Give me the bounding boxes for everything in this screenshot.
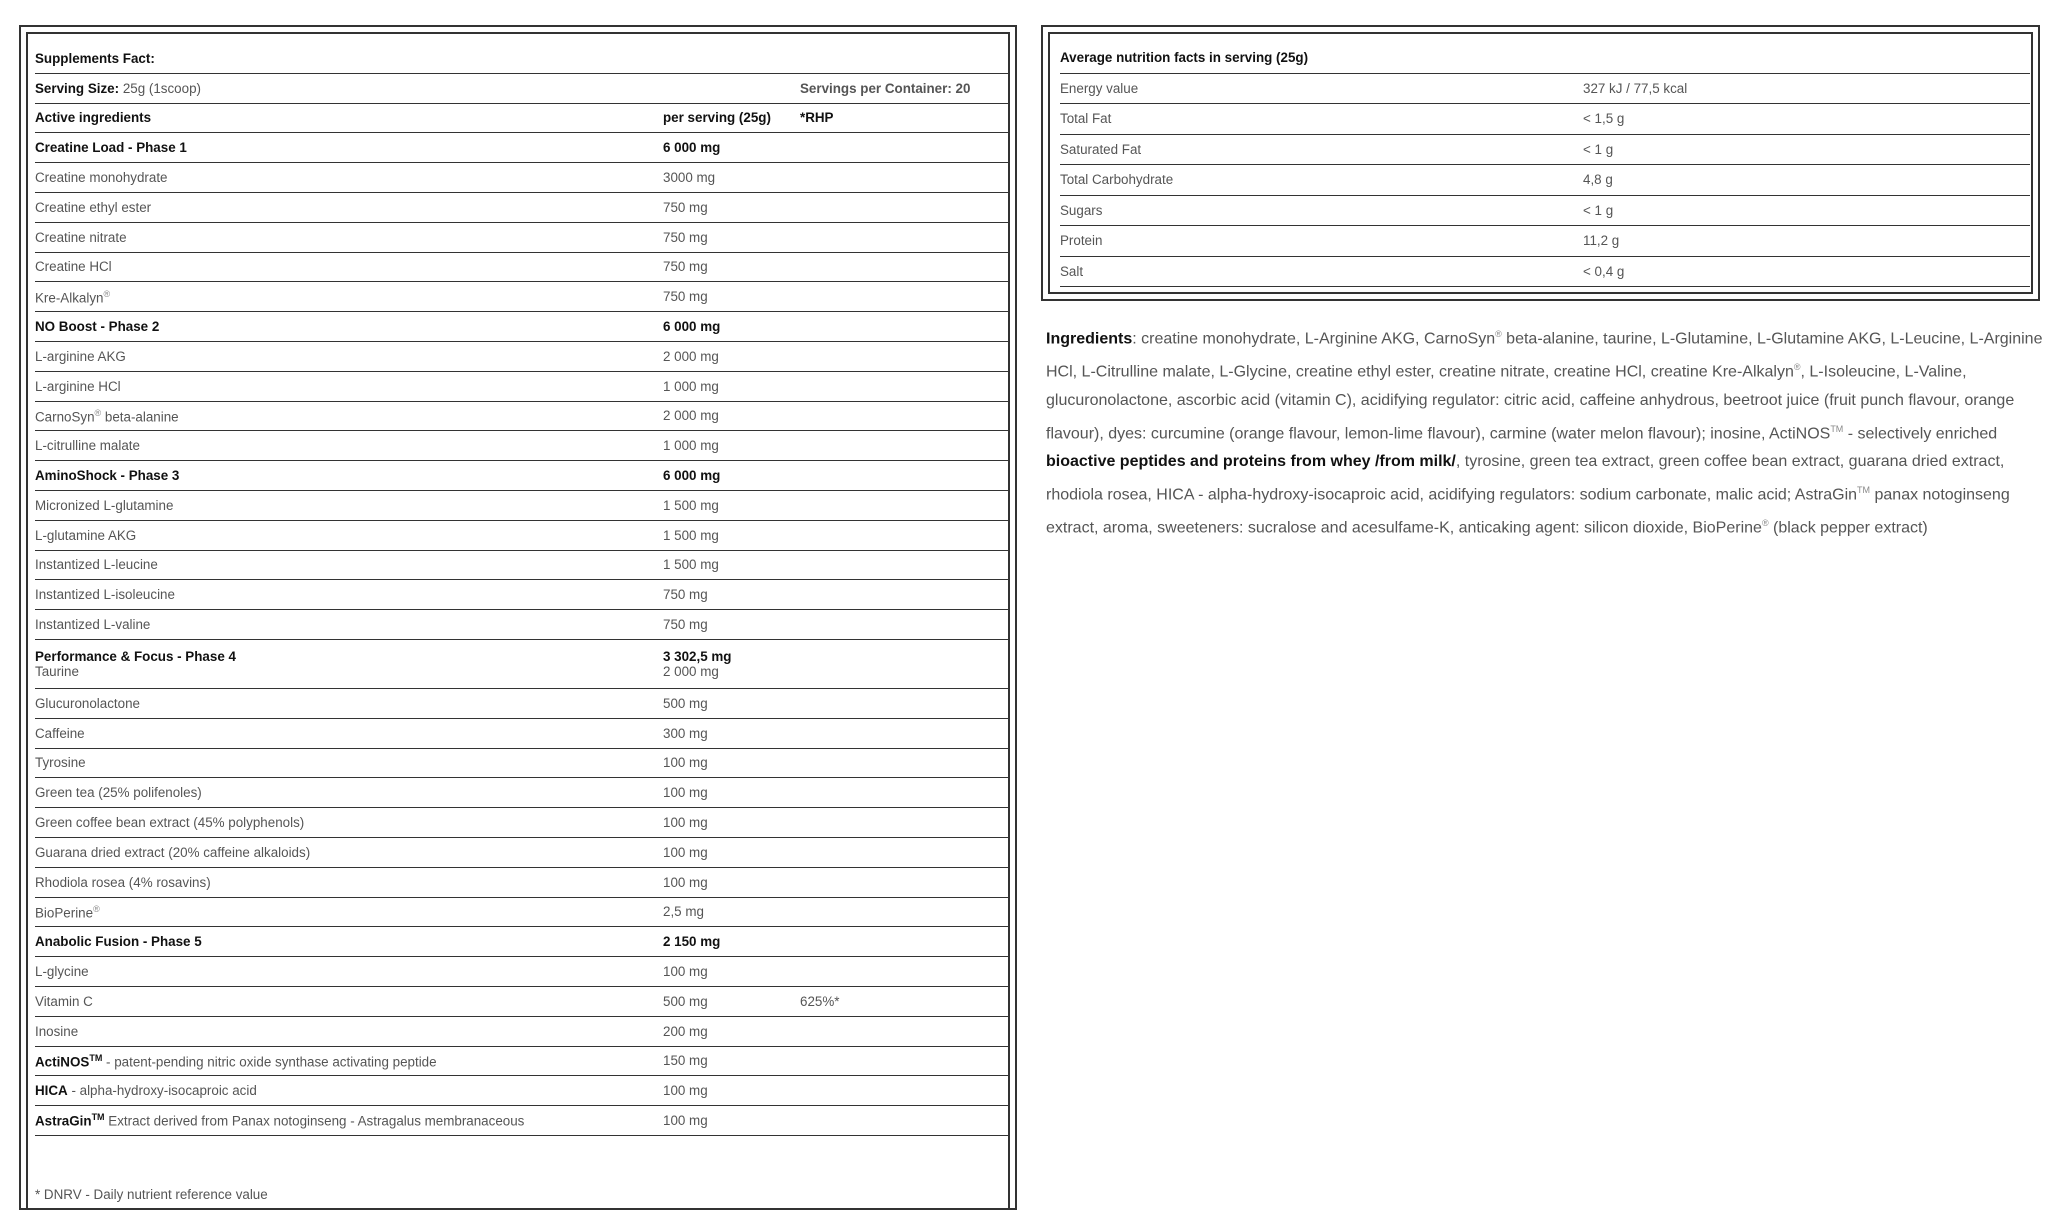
amount: 100 mg <box>663 874 708 890</box>
nutrient-value: < 0,4 g <box>1583 256 2030 287</box>
amount: 100 mg <box>663 755 708 771</box>
rhp-cell <box>800 748 1009 778</box>
supplements-title: Supplements Fact: <box>35 44 1009 73</box>
rhp-cell <box>800 1016 1009 1046</box>
ingredient-row <box>35 1016 1009 1046</box>
amount: 100 mg <box>663 1083 708 1099</box>
ingredient-name: Creatine monohydrate <box>35 170 168 186</box>
ingredient-name: Green tea (25% polifenoles) <box>35 785 202 801</box>
amount-cell <box>663 927 800 957</box>
amount: 100 mg <box>663 785 708 801</box>
amount: 750 mg <box>663 617 708 633</box>
amount-cell <box>663 1046 800 1076</box>
ingredient-row <box>35 688 1009 718</box>
ingredient-name-cell <box>35 520 663 550</box>
ingredient-brand-name: HICA <box>35 1083 68 1099</box>
ingredient-name: Kre-Alkalyn <box>35 290 104 305</box>
ingredient-name: Instantized L-valine <box>35 617 151 633</box>
amount-cell <box>663 461 800 491</box>
ingredient-row <box>35 192 1009 222</box>
amount-cell <box>663 550 800 580</box>
rhp-cell <box>800 371 1009 401</box>
ingredient-name-cell <box>35 639 663 688</box>
header-per-serving: per serving (25g) <box>663 103 800 133</box>
ingredient-name: L-glutamine AKG <box>35 527 137 543</box>
header-rhp: *RHP <box>800 103 1009 133</box>
ingredient-name-cell <box>35 897 663 927</box>
registered-mark: ® <box>1793 362 1801 373</box>
ingredient-description: beta-alanine <box>101 409 179 425</box>
amount: 6 000 mg <box>663 140 721 156</box>
nutrient-name: Total Fat <box>1060 104 1583 135</box>
amount: 750 mg <box>663 259 708 275</box>
nutrient-name: Energy value <box>1060 73 1583 104</box>
rhp-cell <box>800 550 1009 580</box>
ingredient-name-cell <box>35 312 663 342</box>
phase-row <box>35 312 1009 342</box>
ingredient-name-cell <box>35 1046 663 1076</box>
amount-cell <box>663 688 800 718</box>
ingredient-name-cell <box>35 222 663 252</box>
ingredient-name: Instantized L-isoleucine <box>35 587 175 603</box>
ingredient-description: - alpha-hydroxy-isocaproic acid <box>67 1083 257 1099</box>
rhp-cell <box>800 222 1009 252</box>
amount-cell <box>663 639 800 688</box>
nutrient-name: Saturated Fat <box>1060 134 1583 165</box>
ingredient-row <box>35 1106 1009 1136</box>
supplements-facts-table <box>35 44 1009 1136</box>
registered-mark: ® <box>1495 329 1502 339</box>
amount-cell <box>663 1106 800 1136</box>
ingredient-row <box>35 371 1009 401</box>
amount: 300 mg <box>663 725 708 741</box>
ingredient-row <box>35 610 1009 640</box>
registered-mark: ® <box>1761 518 1769 529</box>
ingredient-name-cell <box>35 778 663 808</box>
amount: 100 mg <box>663 844 708 860</box>
amount-cell <box>663 957 800 987</box>
nutrition-row <box>1060 256 2030 287</box>
rhp-cell <box>800 688 1009 718</box>
amount-cell <box>663 163 800 193</box>
nutrient-value: 11,2 g <box>1583 226 2030 257</box>
ingredient-row <box>35 1046 1009 1076</box>
ingredient-name: Performance & Focus - Phase 4 <box>35 648 236 664</box>
ingredient-name-cell <box>35 371 663 401</box>
ingredient-name-cell <box>35 163 663 193</box>
ingredients-text-2: beta-alanine, taurine, L-Glutamine, L-Glutamine AKG, L-Leucine, L-Arginine HCl, L-Citrulline malate, L-Glycine, creatine ethyl ester, creatine nitrate, creatine HCl, creatine Kre-Alkalyn <box>1046 330 2043 381</box>
ingredients-text-7: (black pepper extract) <box>1768 519 1928 537</box>
ingredient-row <box>35 163 1009 193</box>
phase-row <box>35 133 1009 163</box>
nutrition-row <box>1060 134 2030 165</box>
amount: 2,5 mg <box>663 904 704 920</box>
nutrient-name: Sugars <box>1060 195 1583 226</box>
ingredient-name: Rhodiola rosea (4% rosavins) <box>35 874 211 890</box>
servings-per-container: Servings per Container: 20 <box>800 73 1009 103</box>
serving-size-label: Serving Size: <box>35 80 120 96</box>
ingredient-name: NO Boost - Phase 2 <box>35 319 160 335</box>
nutrition-title: Average nutrition facts in serving (25g) <box>1060 43 2030 73</box>
ingredient-name-cell <box>35 431 663 461</box>
ingredients-text-4: - selectively enriched <box>1843 424 1998 442</box>
rhp-cell <box>800 192 1009 222</box>
nutrient-value: < 1 g <box>1583 134 2030 165</box>
nutrient-value: < 1,5 g <box>1583 104 2030 135</box>
trademark-mark: TM <box>1830 423 1844 434</box>
rhp-cell <box>800 927 1009 957</box>
ingredient-description: - patent-pending nitric oxide synthase activating peptide <box>102 1054 437 1070</box>
rhp-cell <box>800 837 1009 867</box>
ingredient-name-cell <box>35 957 663 987</box>
ingredient-brand-name: AstraGin <box>35 1113 92 1129</box>
ingredients-text-3: , L-Isoleucine, L-Valine, glucuronolactone, ascorbic acid (vitamin C), acidifying regulator: citric acid, caffeine anhydrous, beetroot juice (fruit punch flavour, orange flavour), dyes: curcumine (orange flavour, lemon-lime flavour), carmine (water melon flavour); inosine, ActiNOS <box>1046 363 2015 442</box>
ingredient-name: AminoShock - Phase 3 <box>35 468 180 484</box>
amount-cell <box>663 341 800 371</box>
ingredient-name: L-citrulline malate <box>35 438 140 454</box>
ingredients-text-6: panax notoginseng extract, aroma, sweeteners: sucralose and acesulfame-K, anticaking agent: silicon dioxide, BioPerine <box>1046 486 2010 537</box>
ingredient-name: Caffeine <box>35 725 85 741</box>
amount-cell <box>663 520 800 550</box>
trademark-mark: TM <box>1857 484 1871 495</box>
amount: 6 000 mg <box>663 319 721 335</box>
amount: 150 mg <box>663 1053 708 1069</box>
rhp-cell <box>800 520 1009 550</box>
ingredient-name: Guarana dried extract (20% caffeine alkaloids) <box>35 844 311 860</box>
ingredient-name-cell <box>35 461 663 491</box>
ingredient-name: Vitamin C <box>35 993 93 1009</box>
amount: 2 000 mg <box>663 408 719 424</box>
registered-mark: ® <box>94 407 102 418</box>
ingredient-name-cell <box>35 748 663 778</box>
rhp-cell <box>800 461 1009 491</box>
rhp-value: 625%* <box>800 993 840 1009</box>
amount-cell <box>663 986 800 1016</box>
ingredients-label: Ingredients <box>1046 330 1133 348</box>
amount-cell <box>663 867 800 897</box>
ingredient-row <box>35 580 1009 610</box>
nutrition-row <box>1060 73 2030 104</box>
nutrient-value: 327 kJ / 77,5 kcal <box>1583 73 2030 104</box>
rhp-cell <box>800 1046 1009 1076</box>
nutrition-facts-panel <box>1041 25 2040 301</box>
rhp-cell <box>800 163 1009 193</box>
ingredient-row <box>35 490 1009 520</box>
ingredient-name-cell <box>35 837 663 867</box>
amount: 750 mg <box>663 289 708 305</box>
amount-cell <box>663 133 800 163</box>
ingredient-name-cell <box>35 192 663 222</box>
registered-mark: ® <box>103 288 111 299</box>
amount-cell <box>663 748 800 778</box>
ingredient-name-cell <box>35 1016 663 1046</box>
ingredient-name-cell <box>35 808 663 838</box>
ingredient-row <box>35 282 1009 312</box>
ingredient-row <box>35 837 1009 867</box>
amount-cell <box>663 401 800 431</box>
ingredient-row <box>35 986 1009 1016</box>
ingredient-name: L-arginine HCl <box>35 378 121 394</box>
ingredient-name: Creatine Load - Phase 1 <box>35 140 187 156</box>
rhp-cell <box>800 252 1009 282</box>
rhp-cell <box>800 490 1009 520</box>
supplements-facts-inner-border <box>26 32 1010 1208</box>
ingredient-row <box>35 252 1009 282</box>
phase-row <box>35 927 1009 957</box>
rhp-cell <box>800 133 1009 163</box>
amount-cell <box>663 837 800 867</box>
ingredient-name: Glucuronolactone <box>35 695 140 711</box>
amount-cell <box>663 897 800 927</box>
footnote-dnrv: * DNRV - Daily nutrient reference value <box>35 1187 268 1202</box>
amount: 1 500 mg <box>663 527 719 543</box>
ingredient-name-cell <box>35 986 663 1016</box>
rhp-cell <box>800 867 1009 897</box>
amount-cell <box>663 580 800 610</box>
amount-cell <box>663 431 800 461</box>
serving-size <box>35 73 800 103</box>
ingredient-row <box>35 897 1009 927</box>
ingredient-name-cell <box>35 718 663 748</box>
rhp-cell <box>800 312 1009 342</box>
rhp-cell <box>800 808 1009 838</box>
rhp-cell <box>800 1076 1009 1106</box>
ingredient-row <box>35 808 1009 838</box>
amount-cell <box>663 718 800 748</box>
nutrient-value: < 1 g <box>1583 195 2030 226</box>
rhp-cell <box>800 431 1009 461</box>
rhp-cell <box>800 986 1009 1016</box>
ingredients-paragraph <box>1046 320 2044 543</box>
amount: 2 150 mg <box>663 934 721 950</box>
ingredient-row <box>35 401 1009 431</box>
amount: 750 mg <box>663 587 708 603</box>
amount: 6 000 mg <box>663 468 721 484</box>
amount-cell <box>663 778 800 808</box>
ingredient-name: Inosine <box>35 1023 79 1039</box>
ingredient-name-cell <box>35 341 663 371</box>
amount-cell <box>663 282 800 312</box>
rhp-cell <box>800 957 1009 987</box>
rhp-cell <box>800 778 1009 808</box>
serving-size-value: 25g (1scoop) <box>119 80 201 96</box>
amount: 1 500 mg <box>663 497 719 513</box>
amount: 100 mg <box>663 964 708 979</box>
amount: 1 000 mg <box>663 378 719 394</box>
amount-cell <box>663 1016 800 1046</box>
rhp-cell <box>800 580 1009 610</box>
amount: 750 mg <box>663 199 708 215</box>
ingredient-brand-name: ActiNOS <box>35 1054 90 1070</box>
ingredient-name-cell <box>35 1076 663 1106</box>
amount: 1 000 mg <box>663 438 719 454</box>
ingredient-row <box>35 1076 1009 1106</box>
amount-cell <box>663 1076 800 1106</box>
ingredient-name-cell <box>35 282 663 312</box>
nutrition-row <box>1060 195 2030 226</box>
ingredient-name: Creatine nitrate <box>35 229 127 245</box>
ingredient-name-cell <box>35 490 663 520</box>
rhp-cell <box>800 610 1009 640</box>
ingredient-name-cell <box>35 133 663 163</box>
ingredients-text-5: , tyrosine, green tea extract, green coffee bean extract, guarana dried extract, rhodiola rosea, HICA - alpha-hydroxy-isocaproic acid, acidifying regulators: sodium carbonate, malic acid; AstraGin <box>1046 452 2005 504</box>
amount-cell <box>663 490 800 520</box>
nutrition-row <box>1060 104 2030 135</box>
ingredient-name-cell <box>35 252 663 282</box>
ingredient-name: CarnoSyn <box>35 409 95 425</box>
ingredient-row <box>35 222 1009 252</box>
ingredient-name-cell <box>35 610 663 640</box>
ingredient-row <box>35 520 1009 550</box>
ingredient-row <box>35 550 1009 580</box>
amount: 100 mg <box>663 815 708 831</box>
ingredient-description: Extract derived from Panax notoginseng - Astragalus membranaceous <box>104 1113 525 1129</box>
amount: 3 302,5 mg <box>663 648 732 664</box>
ingredient-name: Anabolic Fusion - Phase 5 <box>35 934 202 950</box>
nutrition-facts-table <box>1060 43 2030 287</box>
amount-cell <box>663 371 800 401</box>
amount: 100 mg <box>663 1112 708 1128</box>
ingredient-name-cell <box>35 1106 663 1136</box>
sub-ingredient-name: Taurine <box>35 663 79 679</box>
ingredients-text-1: : creatine monohydrate, L-Arginine AKG, CarnoSyn <box>1132 330 1496 348</box>
ingredient-row <box>35 341 1009 371</box>
amount-cell <box>663 192 800 222</box>
header-active-ingredients: Active ingredients <box>35 103 663 133</box>
amount-cell <box>663 808 800 838</box>
rhp-cell <box>800 341 1009 371</box>
ingredient-name: Creatine HCl <box>35 259 112 275</box>
rhp-cell <box>800 1106 1009 1136</box>
ingredient-name-cell <box>35 550 663 580</box>
amount: 500 mg <box>663 695 708 711</box>
phase-row <box>35 461 1009 491</box>
ingredient-name-cell <box>35 927 663 957</box>
ingredients-bold-text: bioactive peptides and proteins from whey /from milk/ <box>1046 452 1456 470</box>
trademark-mark: TM <box>91 1112 105 1123</box>
rhp-cell <box>800 282 1009 312</box>
ingredient-name: Micronized L-glutamine <box>35 497 174 513</box>
trademark-mark: TM <box>89 1052 103 1063</box>
sub-amount: 2 000 mg <box>663 663 719 679</box>
ingredient-name-cell <box>35 867 663 897</box>
rhp-cell <box>800 401 1009 431</box>
ingredient-name: Instantized L-leucine <box>35 557 158 573</box>
amount: 200 mg <box>663 1023 708 1039</box>
ingredient-row <box>35 867 1009 897</box>
amount-cell <box>663 222 800 252</box>
ingredient-name: L-glycine <box>35 964 89 979</box>
amount-cell <box>663 312 800 342</box>
amount-cell <box>663 610 800 640</box>
nutrient-value: 4,8 g <box>1583 165 2030 196</box>
nutrient-name: Salt <box>1060 256 1583 287</box>
nutrient-name: Total Carbohydrate <box>1060 165 1583 196</box>
supplements-facts-panel <box>19 25 1017 1210</box>
ingredient-name-cell <box>35 688 663 718</box>
ingredient-name: Creatine ethyl ester <box>35 199 152 215</box>
ingredient-row <box>35 778 1009 808</box>
amount: 2 000 mg <box>663 348 719 364</box>
ingredient-name-cell <box>35 580 663 610</box>
amount-cell <box>663 252 800 282</box>
ingredient-name: Tyrosine <box>35 755 86 771</box>
amount: 3000 mg <box>663 170 716 186</box>
amount: 1 500 mg <box>663 557 719 573</box>
ingredient-name: Green coffee bean extract (45% polyphenols) <box>35 815 305 831</box>
ingredient-row <box>35 957 1009 987</box>
ingredient-row <box>35 718 1009 748</box>
nutrition-row <box>1060 226 2030 257</box>
phase-row <box>35 639 1009 688</box>
ingredient-row <box>35 431 1009 461</box>
nutrient-name: Protein <box>1060 226 1583 257</box>
amount: 750 mg <box>663 229 708 245</box>
ingredient-name: L-arginine AKG <box>35 348 126 364</box>
registered-mark: ® <box>93 903 100 914</box>
amount: 500 mg <box>663 993 708 1009</box>
ingredient-name: BioPerine <box>35 905 94 921</box>
ingredient-row <box>35 748 1009 778</box>
nutrition-facts-inner-border <box>1048 32 2033 294</box>
rhp-cell <box>800 897 1009 927</box>
nutrition-row <box>1060 165 2030 196</box>
rhp-cell <box>800 639 1009 688</box>
ingredient-name-cell <box>35 401 663 431</box>
rhp-cell <box>800 718 1009 748</box>
